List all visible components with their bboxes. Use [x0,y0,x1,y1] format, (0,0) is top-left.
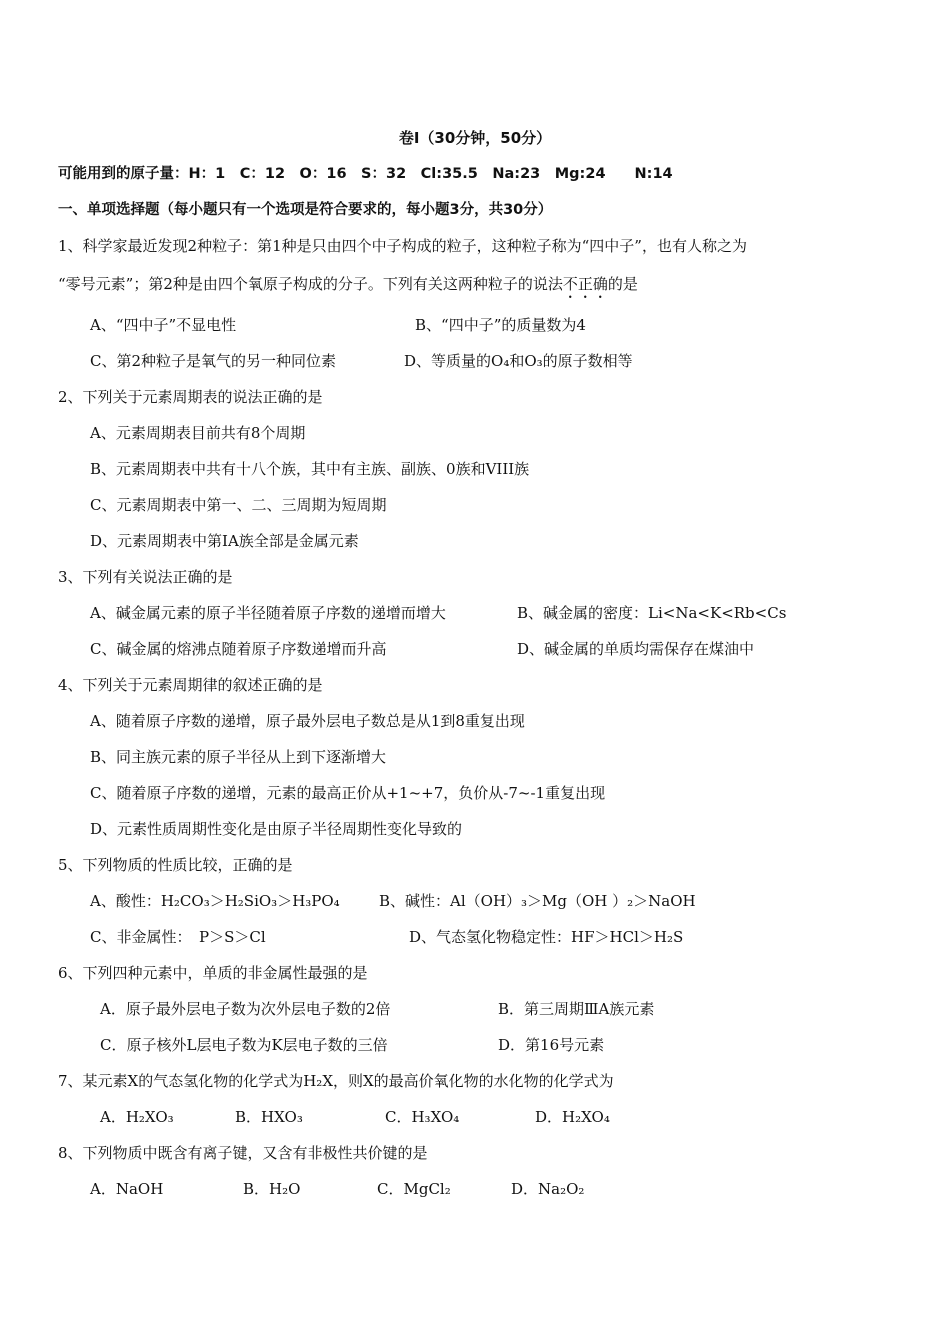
question-6-option-b: B．第三周期ⅢA族元素 [498,1000,655,1018]
question-5-option-c: C、非金属性： P＞S＞Cl [90,928,266,946]
question-2-option-b: B、元素周期表中共有十八个族，其中有主族、副族、0族和VIII族 [90,460,530,478]
question-7-option-c: C．H₃XO₄ [385,1108,460,1126]
question-5-option-a: A、酸性：H₂CO₃＞H₂SiO₃＞H₃PO₄ [90,892,340,910]
question-4-option-d: D、元素性质周期性变化是由原子半径周期性变化导致的 [90,820,463,838]
question-5-option-d: D、气态氢化物稳定性：HF＞HCl＞H₂S [409,928,684,946]
question-1-option-c: C、第2种粒子是氧气的另一种同位素 [90,352,337,370]
question-7-stem: 7、某元素X的气态氢化物的化学式为H₂X，则X的最高价氧化物的水化物的化学式为 [58,1072,614,1090]
question-5-option-b: B、碱性：Al（OH）₃＞Mg（OH ）₂＞NaOH [379,892,696,910]
question-2-option-c: C、元素周期表中第一、二、三周期为短周期 [90,496,387,514]
question-1-stem-line2 [58,274,638,302]
question-1-stem-line1: 1、科学家最近发现2种粒子：第1种是只由四个中子构成的粒子，这种粒子称为“四中子”，也有人称之为 [58,237,747,255]
question-1-stem-pre: “零号元素”；第2种是由四个氧原子构成的分子。下列有关这两种粒子的说法 [58,275,563,293]
question-8-option-a: A．NaOH [90,1180,164,1198]
question-6-option-d: D．第16号元素 [498,1036,605,1054]
question-4-option-b: B、同主族元素的原子半径从上到下逐渐增大 [90,748,387,766]
question-1-stem-emph: 不正确 [562,275,608,293]
atomic-masses: 可能用到的原子量：H：1 C：12 O：16 S：32 Cl:35.5 Na:23 Mg:24 N:14 [58,166,673,182]
question-1-stem-post: 的是 [607,275,638,293]
question-1-option-b: B、“四中子”的质量数为4 [415,316,586,334]
question-4-stem: 4、下列关于元素周期律的叙述正确的是 [58,676,323,694]
question-1-option-d: D、等质量的O₄和O₃的原子数相等 [404,352,633,370]
question-2-option-a: A、元素周期表目前共有8个周期 [90,424,306,442]
question-3-option-c: C、碱金属的熔沸点随着原子序数递增而升高 [90,640,387,658]
question-7-option-a: A．H₂XO₃ [100,1108,174,1126]
question-8-option-c: C．MgCl₂ [377,1180,451,1198]
question-6-option-c: C．原子核外L层电子数为K层电子数的三倍 [100,1036,388,1054]
question-3-option-b: B、碱金属的密度：Li<Na<K<Rb<Cs [517,604,787,622]
question-3-option-d: D、碱金属的单质均需保存在煤油中 [517,640,755,658]
question-6-stem: 6、下列四种元素中，单质的非金属性最强的是 [58,964,368,982]
question-1-option-a: A、“四中子”不显电性 [90,316,237,334]
question-8-option-b: B．H₂O [243,1180,301,1198]
question-3-option-a: A、碱金属元素的原子半径随着原子序数的递增而增大 [90,604,446,622]
question-6-option-a: A．原子最外层电子数为次外层电子数的2倍 [100,1000,391,1018]
question-8-stem: 8、下列物质中既含有离子键，又含有非极性共价键的是 [58,1144,428,1162]
question-4-option-c: C、随着原子序数的递增，元素的最高正价从+1~+7，负价从-7~-1重复出现 [90,784,606,802]
question-7-option-d: D．H₂XO₄ [535,1108,610,1126]
question-5-stem: 5、下列物质的性质比较，正确的是 [58,856,293,874]
question-8-option-d: D．Na₂O₂ [511,1180,585,1198]
paper-title: 卷Ⅰ（30分钟，50分） [398,129,552,147]
question-7-option-b: B．HXO₃ [235,1108,303,1126]
question-4-option-a: A、随着原子序数的递增，原子最外层电子数总是从1到8重复出现 [90,712,525,730]
section-heading: 一、单项选择题（每小题只有一个选项是符合要求的，每小题3分，共30分） [58,202,553,218]
question-3-stem: 3、下列有关说法正确的是 [58,568,233,586]
question-2-stem: 2、下列关于元素周期表的说法正确的是 [58,388,323,406]
question-2-option-d: D、元素周期表中第IA族全部是金属元素 [90,532,359,550]
